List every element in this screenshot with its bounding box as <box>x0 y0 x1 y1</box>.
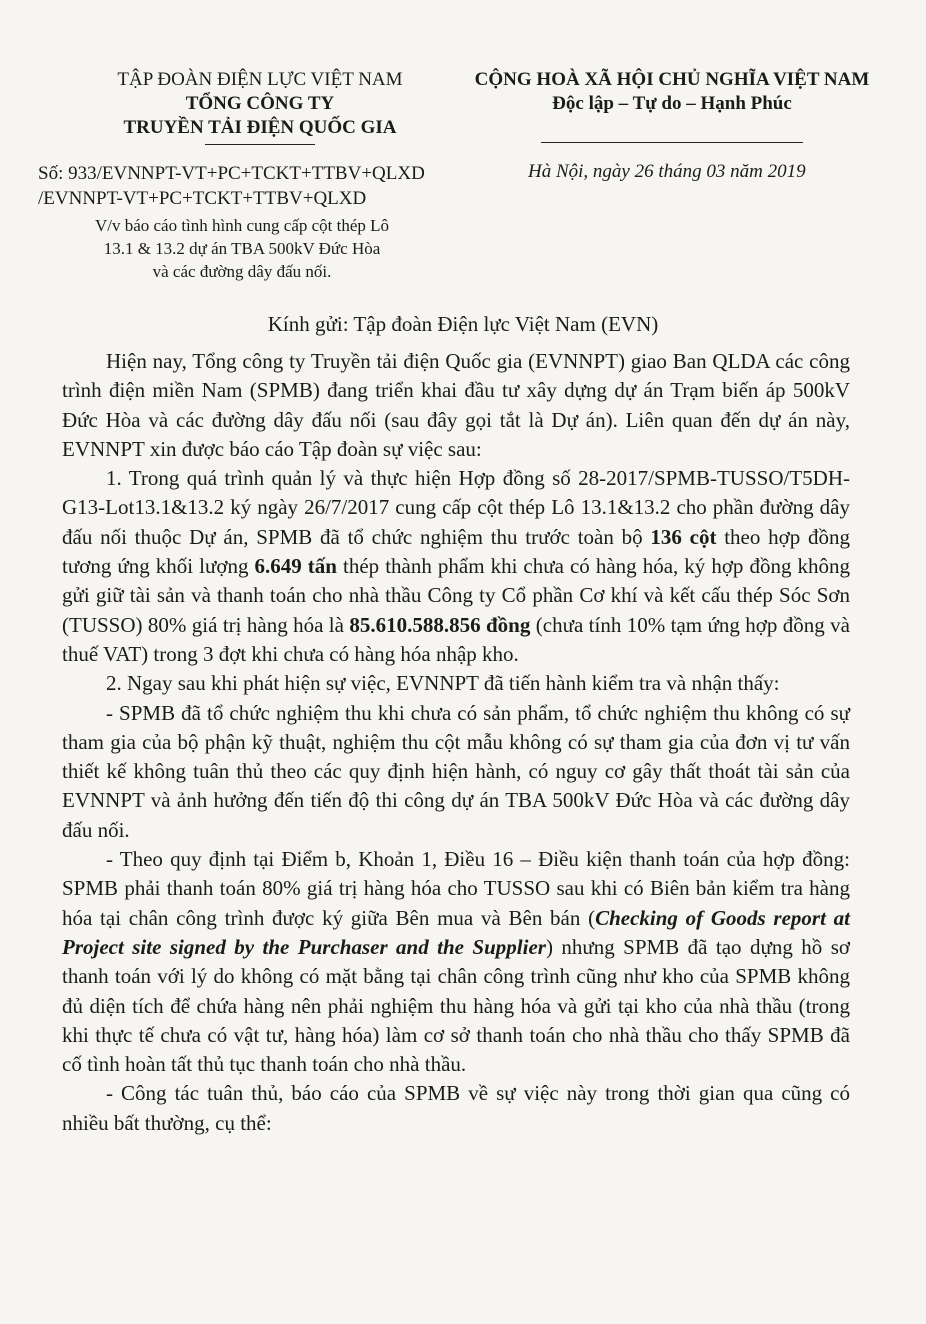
highlight-payment-amount: 85.610.588.856 đồng <box>349 612 531 637</box>
parent-organization: TẬP ĐOÀN ĐIỆN LỰC VIỆT NAM <box>117 69 403 90</box>
text-segment: (chưa tính 10% tạm ứng hợp đồng và thuế VAT) trong 3 đợt khi chưa có hàng hóa nhập kho. <box>62 612 850 666</box>
paragraph-item-1 <box>62 464 850 669</box>
national-motto: Độc lập – Tự do – Hạnh Phúc <box>552 93 792 114</box>
subject-line-1: V/v báo cáo tình hình cung cấp cột thép Lô <box>94 216 390 235</box>
paragraph-finding-3: - Công tác tuân thủ, báo cáo của SPMB về sự việc này trong thời gian qua cũng có nhiều bất thường, cụ thể: <box>62 1081 850 1135</box>
document-number-line-2: /EVNNPT-VT+PC+TCKT+TTBV+QLXD <box>38 188 367 209</box>
country-name: CỘNG HOÀ XÃ HỘI CHỦ NGHĨA VIỆT NAM <box>474 69 870 90</box>
header-left-divider <box>205 144 315 145</box>
text-segment: - Theo quy định tại Điểm b, Khoản 1, Điều 16 – Điều kiện thanh toán của hợp đồng: SPMB phải thanh toán 80% giá trị hàng hóa cho TUSSO sau khi có Biên bản kiểm tra hàng hóa tại chân công trình được ký giữa Bên mua và Bên bán ( <box>62 847 850 930</box>
organization-line-2: TRUYỀN TẢI ĐIỆN QUỐC GIA <box>123 117 397 138</box>
paragraph-intro: Hiện nay, Tổng công ty Truyền tải điện Quốc gia (EVNNPT) giao Ban QLDA các công trình điện miền Nam (SPMB) đang triển khai đầu tư xây dựng dự án Trạm biến áp 500kV Đức Hòa và các đường dây đấu nối (sau đây gọi tắt là Dự án). Liên quan đến dự án này, EVNNPT xin được báo cáo Tập đoàn sự việc sau: <box>62 349 850 461</box>
highlight-steel-tonnage: 6.649 tấn <box>254 554 337 579</box>
salutation: Kính gửi: Tập đoàn Điện lực Việt Nam (EVN) <box>267 312 659 336</box>
document-number <box>38 161 518 211</box>
document-date: Hà Nội, ngày 26 tháng 03 năm 2019 <box>528 161 806 182</box>
issuing-organization <box>60 68 460 145</box>
paragraph-item-2: 2. Ngay sau khi phát hiện sự việc, EVNNPT đã tiến hành kiểm tra và nhận thấy: <box>106 671 780 696</box>
header-right-divider <box>541 142 803 143</box>
highlight-pole-count: 136 cột <box>650 524 717 549</box>
subject-line-2: 13.1 & 13.2 dự án TBA 500kV Đức Hòa <box>103 239 381 258</box>
paragraph-finding-1: - SPMB đã tổ chức nghiệm thu khi chưa có sản phẩm, tổ chức nghiệm thu không có sự tham gia của bộ phận kỹ thuật, nghiệm thu cột mẫu không có sự tham gia của đơn vị tư vấn thiết kế không tuân thủ theo các quy định hiện hành, có nguy cơ gây thất thoát tài sản của EVNNPT và ảnh hưởng đến tiến độ thi công dự án TBA 500kV Đức Hòa và các đường dây đấu nối. <box>62 700 850 842</box>
document-body <box>62 347 850 1138</box>
text-segment: thép thành phẩm khi chưa có hàng hóa, ký hợp đồng không gửi giữ tài sản và thanh toán cho nhà thầu Công ty Cổ phần Cơ khí và kết cấu thép Sóc Sơn (TUSSO) 80% giá trị hàng hóa là <box>62 554 850 637</box>
document-number-line-1: Số: 933/EVNNPT-VT+PC+TCKT+TTBV+QLXD <box>38 163 425 184</box>
national-header <box>452 68 892 143</box>
paragraph-finding-2 <box>62 845 850 1079</box>
contract-clause-quote: Checking of Goods report at Project site signed by the Purchaser and the Supplier <box>62 905 850 959</box>
text-segment: theo hợp đồng tương ứng khối lượng <box>62 524 850 579</box>
text-segment: 1. Trong quá trình quản lý và thực hiện Hợp đồng số 28-2017/SPMB-TUSSO/T5DH-G13-Lot13.1&13.2 ký ngày 26/7/2017 cung cấp cột thép Lô 13.1&13.2 cho phần đường dây đấu nối thuộc Dự án, SPMB đã tổ chức nghiệm thu trước toàn bộ <box>62 466 850 549</box>
document-subject <box>62 214 422 283</box>
subject-line-3: và các đường dây đấu nối. <box>152 262 332 281</box>
organization-line-1: TỔNG CÔNG TY <box>185 93 335 114</box>
text-segment: ) nhưng SPMB đã tạo dựng hồ sơ thanh toán với lý do không có mặt bằng tại chân công trình cũng như kho của SPMB không đủ diện tích để chứa hàng nên phải nghiệm thu hàng hóa và gửi tại kho của nhà thầu (trong khi thực tế chưa có vật tư, hàng hóa) làm cơ sở thanh toán cho nhà thầu cho thấy SPMB đã cố tình hoàn tất thủ tục thanh toán cho nhà thầu. <box>62 934 850 1077</box>
